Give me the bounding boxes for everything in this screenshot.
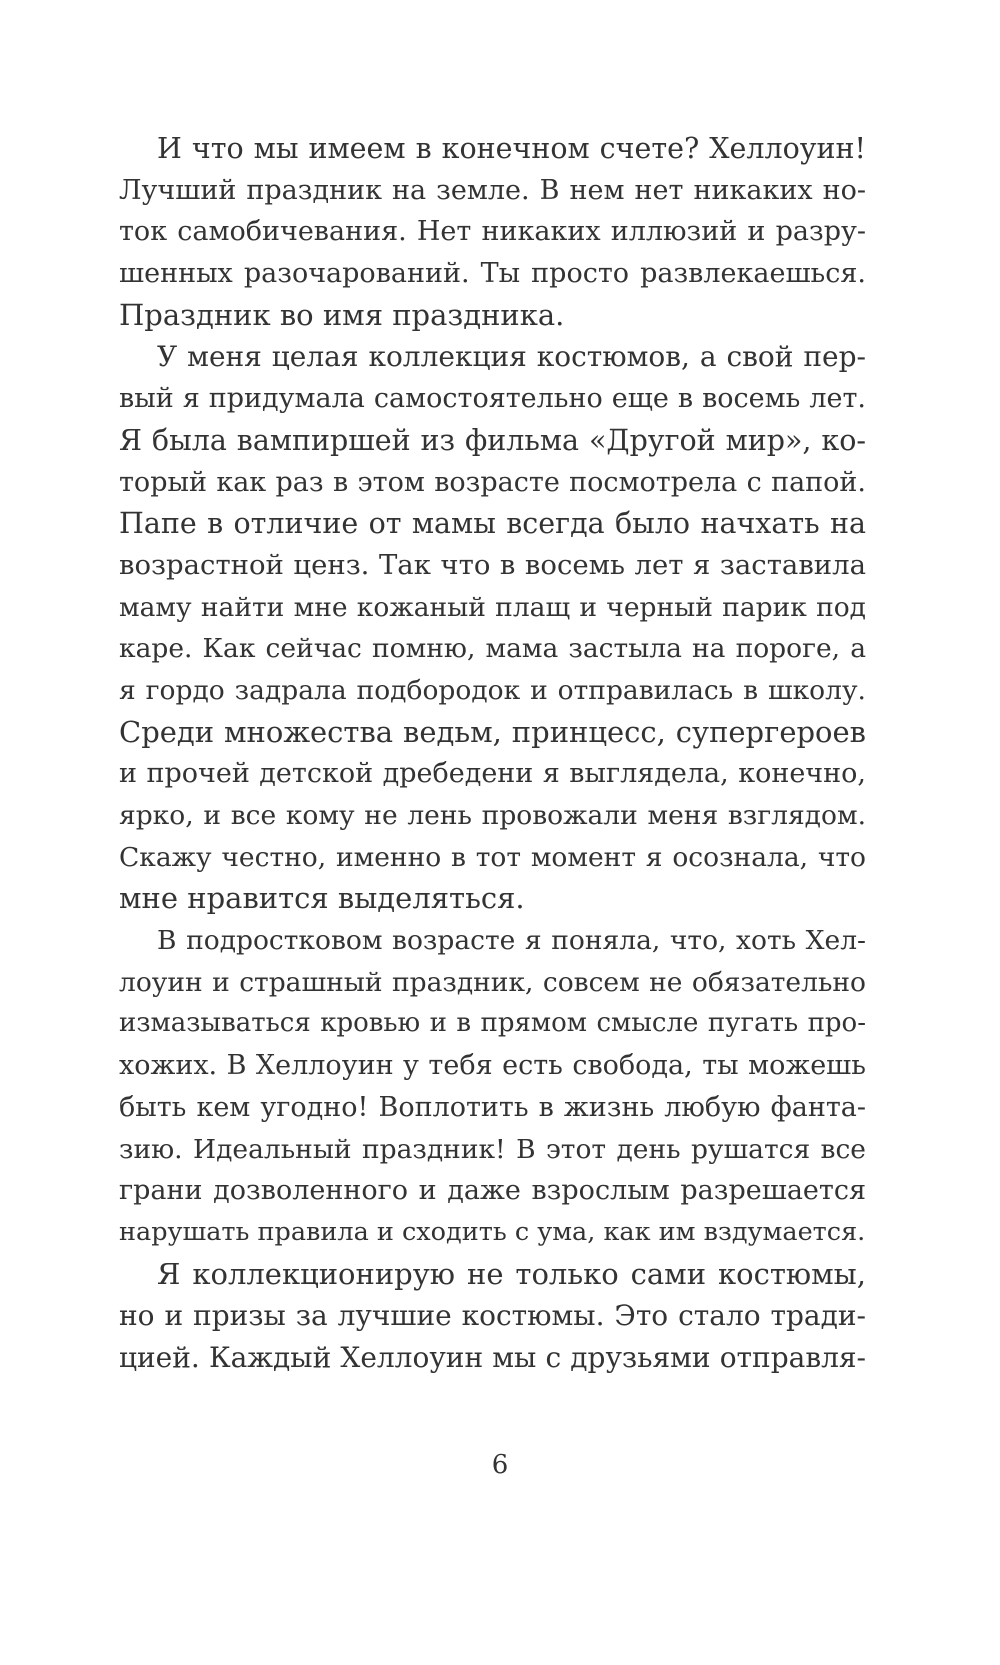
paragraph-2-line-10: Среди множества ведьм, принцесс, супергероев — [119, 714, 866, 749]
paragraph-2-line-14: мне нравится выделяться. — [119, 881, 525, 916]
paragraph-2-line-4: торый как раз в этом возрасте посмотрела с папой. — [119, 466, 866, 498]
page-number: 6 — [491, 1450, 509, 1480]
paragraph-3-line-7: грани дозволенного и даже взрослым разрешается — [119, 1175, 866, 1207]
paragraph-2-line-5: Папе в отличие от мамы всегда было начхать на — [119, 507, 866, 541]
paragraph-2-line-6: возрастной ценз. Так что в восемь лет я заставила — [119, 548, 866, 581]
paragraph-3-line-4: хожих. В Хеллоуин у тебя есть свобода, ты можешь — [119, 1050, 866, 1082]
paragraph-4-line-3: цией. Каждый Хеллоуин мы с друзьями отправля- — [119, 1340, 866, 1374]
paragraph-3-line-5: быть кем угодно! Воплотить в жизнь любую фанта- — [119, 1091, 866, 1123]
paragraph-1-line-1: И что мы имеем в конечном счете? Хеллоуин! — [157, 132, 866, 165]
paragraph-3-line-3: измазываться кровью и в прямом смысле пугать про- — [119, 1008, 866, 1039]
paragraph-2-line-8: каре. Как сейчас помню, мама застыла на пороге, а — [119, 633, 866, 665]
paragraph-2-line-13: Скажу честно, именно в тот момент я осознала, что — [119, 841, 866, 873]
paragraph-2-line-11: и прочей детской дребедени я выглядела, конечно, — [119, 758, 866, 790]
paragraph-1-line-5: Праздник во имя праздника. — [119, 297, 565, 332]
paragraph-3-line-2: лоуин и страшный праздник, совсем не обязательно — [119, 966, 866, 998]
paragraph-1-line-3: ток самобичевания. Нет никаких иллюзий и разру- — [119, 216, 866, 248]
paragraph-3-line-1: В подростковом возрасте я поняла, что, хоть Хел- — [157, 925, 866, 957]
paragraph-4-line-2: но и призы за лучшие костюмы. Это стало тради- — [119, 1299, 866, 1333]
paragraph-2-line-2: вый я придумала самостоятельно еще в восемь лет. — [119, 383, 866, 415]
paragraph-3-line-6: зию. Идеальный праздник! В этот день рушатся все — [119, 1133, 866, 1165]
paragraph-3-line-8: нарушать правила и сходить с ума, как им вздумается. — [119, 1216, 866, 1247]
paragraph-2-line-7: маму найти мне кожаный плащ и черный парик под — [119, 591, 866, 623]
paragraph-2-line-12: ярко, и все кому не лень провожали меня взглядом. — [119, 800, 866, 831]
body-text — [119, 128, 866, 1379]
paragraph-1-line-2: Лучший праздник на земле. В нем нет никаких но- — [119, 174, 866, 206]
paragraph-1-line-4: шенных разочарований. Ты просто развлекаешься. — [119, 258, 866, 290]
paragraph-2-line-9: я гордо задрала подбородок и отправилась в школу. — [119, 674, 866, 706]
paragraph-2-line-3: Я была вампиршей из фильма «Другой мир», ко- — [119, 423, 866, 457]
paragraph-4-line-1: Я коллекционирую не только сами костюмы, — [157, 1256, 866, 1291]
paragraph-2-line-1: У меня целая коллекция костюмов, а свой пер- — [157, 340, 866, 374]
